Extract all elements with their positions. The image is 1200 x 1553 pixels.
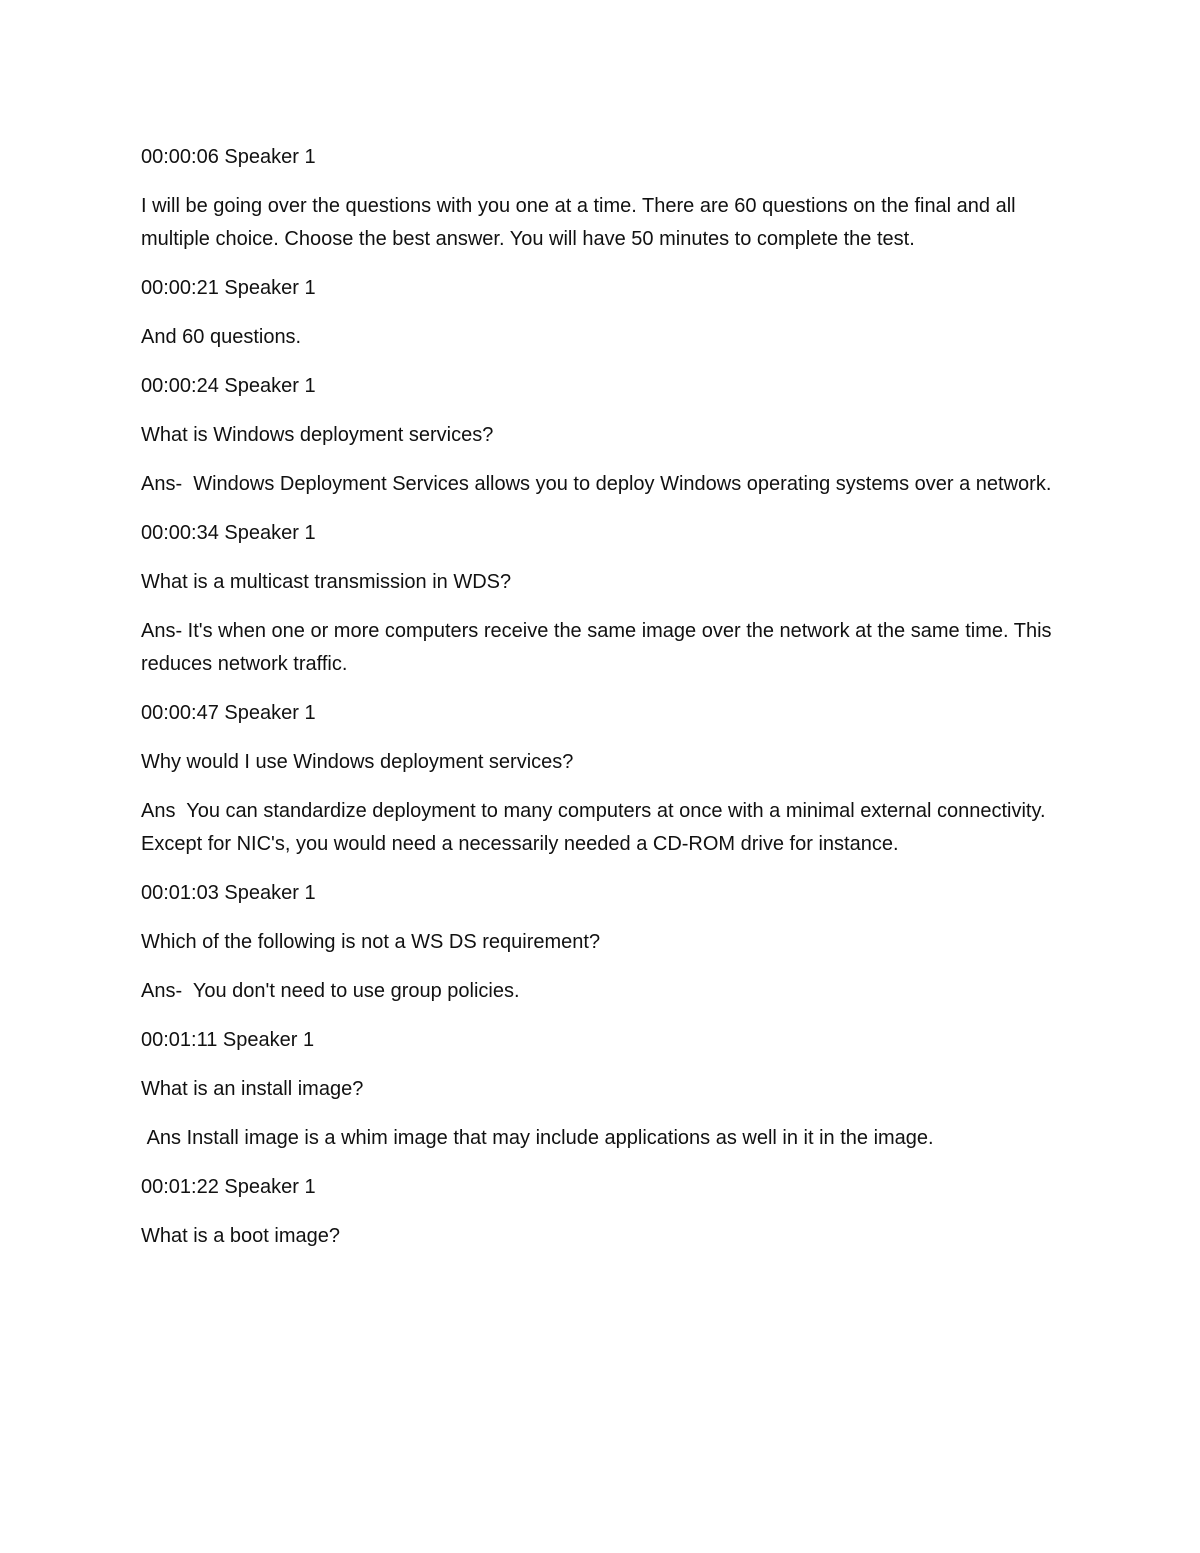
timestamp-speaker: 00:00:47 Speaker 1 [141,702,316,724]
timestamp-speaker: 00:01:11 Speaker 1 [141,1029,315,1051]
question-text: What is an install image? [141,1078,364,1100]
answer-text: Ans- It's when one or more computers receive the same image over the network at the same time. This reduces network traffic. [141,620,1058,675]
timestamp-speaker: 00:00:21 Speaker 1 [141,277,316,299]
transcript-line: And 60 questions. [141,326,302,348]
transcript-body [141,141,1061,1269]
timestamp-speaker: 00:00:24 Speaker 1 [141,375,316,397]
timestamp-speaker: 00:00:34 Speaker 1 [141,522,316,544]
question-text: What is a boot image? [141,1225,340,1247]
timestamp-speaker: 00:00:06 Speaker 1 [141,146,316,168]
question-text: What is a multicast transmission in WDS? [141,571,512,593]
answer-text: Ans- You don't need to use group policies. [141,980,520,1002]
question-text: Which of the following is not a WS DS requirement? [141,931,601,953]
answer-text: Ans- Windows Deployment Services allows you to deploy Windows operating systems over a network. [141,473,1052,495]
question-text: What is Windows deployment services? [141,424,494,446]
answer-text: Ans You can standardize deployment to many computers at once with a minimal external connectivity. Except for NIC's, you would need a necessarily needed a CD-ROM drive for instance. [141,800,1052,855]
question-text: Why would I use Windows deployment services? [141,751,574,773]
intro-paragraph: I will be going over the questions with you one at a time. There are 60 questions on the final and all multiple choice. Choose the best answer. You will have 50 minutes to complete the test. [141,195,1022,250]
timestamp-speaker: 00:01:03 Speaker 1 [141,882,316,904]
answer-text: Ans Install image is a whim image that may include applications as well in it in the image. [141,1127,934,1149]
timestamp-speaker: 00:01:22 Speaker 1 [141,1176,316,1198]
